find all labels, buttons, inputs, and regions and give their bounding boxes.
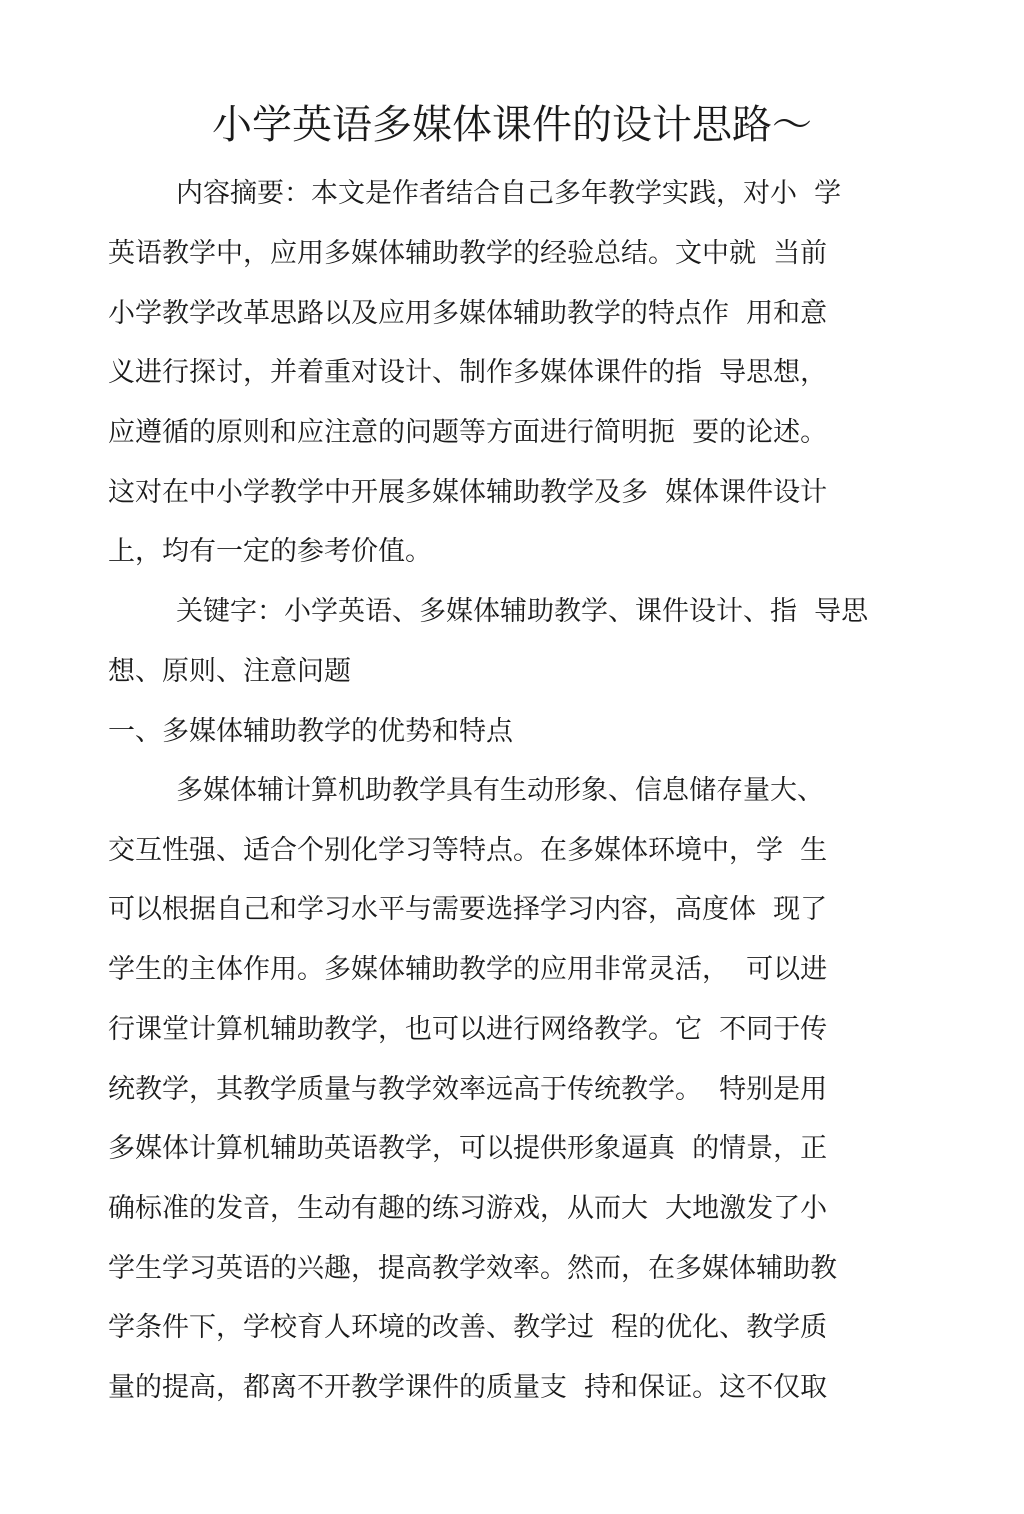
text-line: 学生学习英语的兴趣，提高教学效率。然而，在多媒体辅助教 [108,1253,837,1284]
text-line: 统教学，其教学质量与教学效率远高于传统教学。 特别是用 [108,1074,828,1105]
text-line: 学条件下，学校育人环境的改善、教学过 程的优化、教学质 [108,1312,828,1343]
text-line: 小学教学改革思路以及应用多媒体辅助教学的特点作 用和意 [108,298,828,329]
text-line: 这对在中小学教学中开展多媒体辅助教学及多 媒体课件设计 [108,477,828,508]
text-line: 义进行探讨，并着重对设计、制作多媒体课件的指 导思想， [108,357,828,388]
text-line: 应遵循的原则和应注意的问题等方面进行简明扼 要的论述。 [108,417,828,448]
section-heading: 一、多媒体辅助教学的优势和特点 [108,716,513,747]
keywords-line: 关键字：小学英语、多媒体辅助教学、课件设计、指 导思 [176,596,869,627]
text-line: 学生的主体作用。多媒体辅助教学的应用非常灵活， 可以进 [108,954,828,985]
text-line: 量的提高，都离不开教学课件的质量支 持和保证。这不仅取 [108,1372,828,1403]
text-line: 内容摘要：本文是作者结合自己多年教学实践，对小 学 [176,178,842,209]
text-line: 行课堂计算机辅助教学，也可以进行网络教学。它 不同于传 [108,1014,828,1045]
text-line: 可以根据自己和学习水平与需要选择学习内容，高度体 现了 [108,894,828,925]
text-line: 多媒体辅计算机助教学具有生动形象、信息储存量大、 [176,775,824,806]
text-line: 多媒体计算机辅助英语教学，可以提供形象逼真 的情景，正 [108,1133,828,1164]
text-line: 交互性强、适合个别化学习等特点。在多媒体环境中，学 生 [108,835,828,866]
text-line: 确标准的发音，生动有趣的练习游戏，从而大 大地激发了小 [108,1193,828,1224]
text-line: 英语教学中，应用多媒体辅助教学的经验总结。文中就 当前 [108,238,828,269]
document-title: 小学英语多媒体课件的设计思路～ [212,102,812,148]
text-line: 上，均有一定的参考价值。 [108,536,432,567]
keywords-line: 想、原则、注意问题 [108,656,351,687]
